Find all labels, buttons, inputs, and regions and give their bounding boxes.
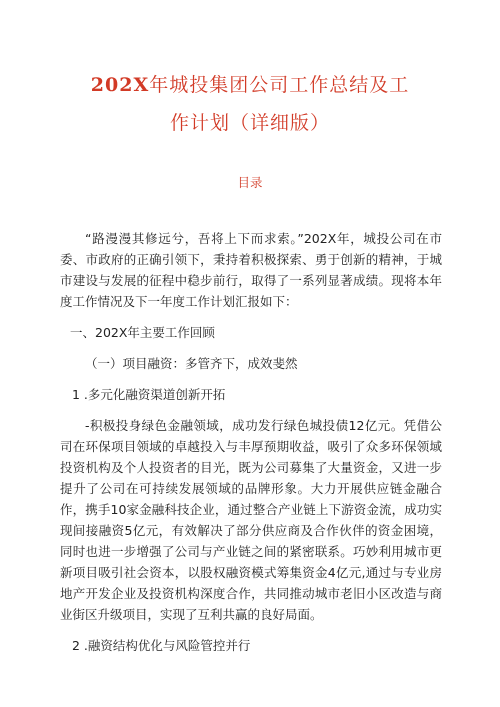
item-heading: 1 .多元化融资渠道创新开拓 (72, 387, 226, 402)
intro-paragraph: “路漫漫其修远兮，吾将上下而求索。”202X年，城投公司在市委、市政府的正确引领下，秉持着积极探索、勇于创新的精神，于城市建设与发展的征程中稳步前行，取得了一系列显著成绩。现将本年度工作情况及下一年度工作计划汇报如下： (60, 231, 442, 309)
table-of-contents-label[interactable]: 目录 (237, 175, 263, 190)
document-body (60, 228, 442, 656)
title-year: 202X (90, 74, 150, 96)
item-paragraph: -积极投身绿色金融领域，成功发行绿色城投债12亿元。凭借公司在环保项目领域的卓越投入与丰厚预期收益，吸引了众多环保领域投资机构及个人投资者的目光，既为公司募集了大量资金，又进一步提升了公司在可持续发展领域的品牌形象。大力开展供应链金融合作，携手10家金融科技企业，通过整合产业链上下游资金流，成功实现间接融资5亿元，有效解决了部分供应商及合作伙伴的资金困境，同时也进一步增强了公司与产业链之间的紧密联系。巧妙利用城市更新项目吸引社会资本，以股权融资模式筹集资金4亿元,通过与专业房地产开发企业及投资机构深度合作，共同推动城市老旧小区改造与商业街区升级项目，实现了互利共赢的良好局面。 (60, 418, 442, 622)
document-title-line1 (60, 66, 440, 104)
document-title-line2 (60, 104, 440, 142)
title-text: 年城投集团公司工作总结及工 (149, 74, 410, 96)
title-text-continued: 作计划（详细版） (169, 112, 330, 134)
item-heading-2: 2 .融资结构优化与风险管控并行 (72, 638, 251, 653)
subsection-heading: （一）项目融资：多管齐下，成效斐然 (85, 356, 298, 371)
section-heading: 一、202X年主要工作回顾 (70, 325, 215, 340)
